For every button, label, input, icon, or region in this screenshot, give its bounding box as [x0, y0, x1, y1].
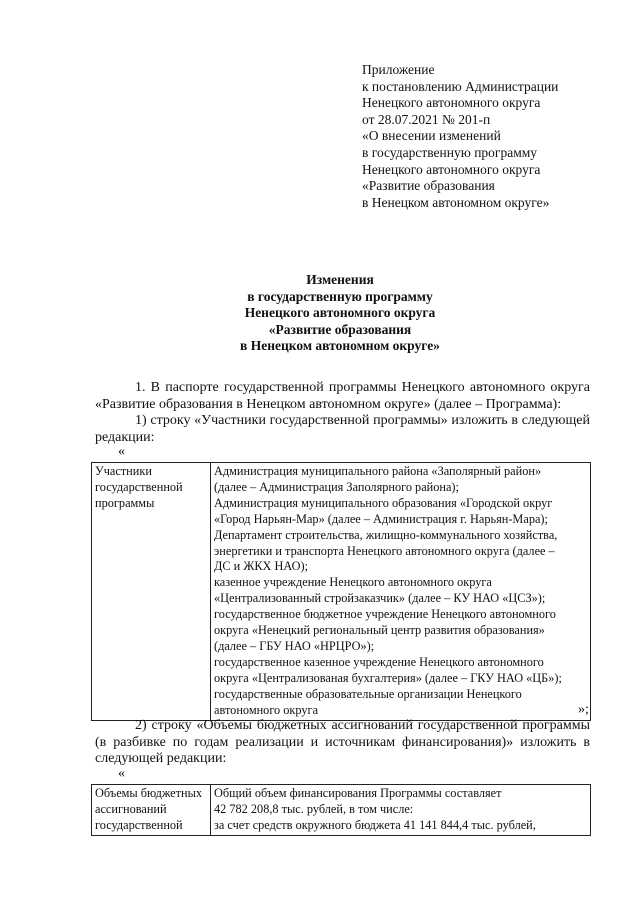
- cell-line: государственное бюджетное учреждение Ненецкого автономного: [214, 607, 556, 622]
- annex-line: от 28.07.2021 № 201-п: [362, 111, 491, 127]
- heading-line: «Развитие образования: [268, 321, 412, 337]
- quote-open-2: «: [118, 766, 125, 781]
- cell-line: энергетики и транспорта Ненецкого автономного округа (далее –: [214, 543, 555, 558]
- budget-label-cell: [92, 785, 211, 836]
- cell-line: (далее – ГБУ НАО «НРЦРО»);: [214, 638, 375, 653]
- participants-label-cell: [92, 463, 211, 721]
- document-heading: [90, 272, 590, 355]
- cell-line: ассигнований: [95, 801, 167, 816]
- cell-line: казенное учреждение Ненецкого автономного округа: [214, 575, 492, 590]
- annex-line: к постановлению Администрации: [362, 78, 559, 94]
- heading-line: в государственную программу: [247, 288, 433, 304]
- cell-line: ДС и ЖКХ НАО);: [214, 559, 309, 574]
- budget-value-cell: [211, 785, 591, 836]
- cell-line: «Централизованный стройзаказчик» (далее – КУ НАО «ЦСЗ»);: [214, 591, 546, 606]
- annex-block: [362, 62, 632, 211]
- cell-line: автономного округа: [214, 702, 319, 717]
- annex-line: в Ненецком автономном округе»: [362, 194, 550, 210]
- budget-table: [91, 784, 591, 836]
- quote-close-1: »;: [578, 702, 589, 717]
- cell-line: Общий объем финансирования Программы составляет: [214, 786, 502, 800]
- cell-line: (далее – Администрация Заполярного района);: [214, 479, 459, 494]
- quote-open-1: «: [118, 444, 125, 459]
- table-row: [92, 463, 591, 721]
- annex-line: «О внесении изменений: [362, 128, 501, 144]
- heading-line: в Ненецком автономном округе»: [240, 338, 440, 354]
- cell-line: государственной: [95, 817, 183, 832]
- item2-sub: 2) строку «Объемы бюджетных ассигнований государственной программы (в разбивке по годам реализации и источникам финансирования)» изложить в следующей редакции:: [95, 718, 590, 766]
- item1-intro: 1. В паспорте государственной программы Ненецкого автономного округа «Развитие образования в Ненецком автономном округе» (далее – Программа):: [95, 380, 590, 412]
- annex-line: «Развитие образования: [362, 178, 495, 194]
- annex-line: Ненецкого автономного округа: [362, 161, 541, 177]
- participants-value-cell: [211, 463, 591, 721]
- cell-line: Департамент строительства, жилищно-коммунального хозяйства,: [214, 527, 558, 542]
- cell-line: государственное казенное учреждение Ненецкого автономного: [214, 654, 544, 669]
- cell-line: государственные образовательные организации Ненецкого: [214, 686, 522, 701]
- annex-line: Ненецкого автономного округа: [362, 95, 541, 111]
- cell-line: 42 782 208,8 тыс. рублей, в том числе:: [214, 801, 414, 816]
- cell-line: Администрация муниципального района «Заполярный район»: [214, 464, 542, 478]
- cell-line: Участники: [95, 464, 152, 478]
- cell-line: Администрация муниципального образования «Городской округ: [214, 495, 553, 510]
- heading-line: Ненецкого автономного округа: [244, 305, 436, 321]
- annex-line: Приложение: [362, 62, 435, 77]
- cell-line: за счет средств окружного бюджета 41 141 844,4 тыс. рублей,: [214, 817, 536, 832]
- cell-line: округа «Ненецкий региональный центр развития образования»: [214, 623, 545, 638]
- heading-line: Изменения: [306, 272, 374, 287]
- participants-table: [91, 462, 591, 721]
- cell-line: «Город Нарьян-Мар» (далее – Администрация г. Нарьян-Мара);: [214, 511, 548, 526]
- cell-line: Объемы бюджетных: [95, 786, 202, 800]
- cell-line: государственной: [95, 479, 183, 494]
- table-row: [92, 785, 591, 836]
- annex-line: в государственную программу: [362, 144, 538, 160]
- cell-line: программы: [95, 495, 155, 510]
- cell-line: округа «Централизованая бухгалтерия» (далее – ГКУ НАО «ЦБ»);: [214, 670, 562, 685]
- item1-sub: 1) строку «Участники государственной программы» изложить в следующей редакции:: [95, 413, 590, 445]
